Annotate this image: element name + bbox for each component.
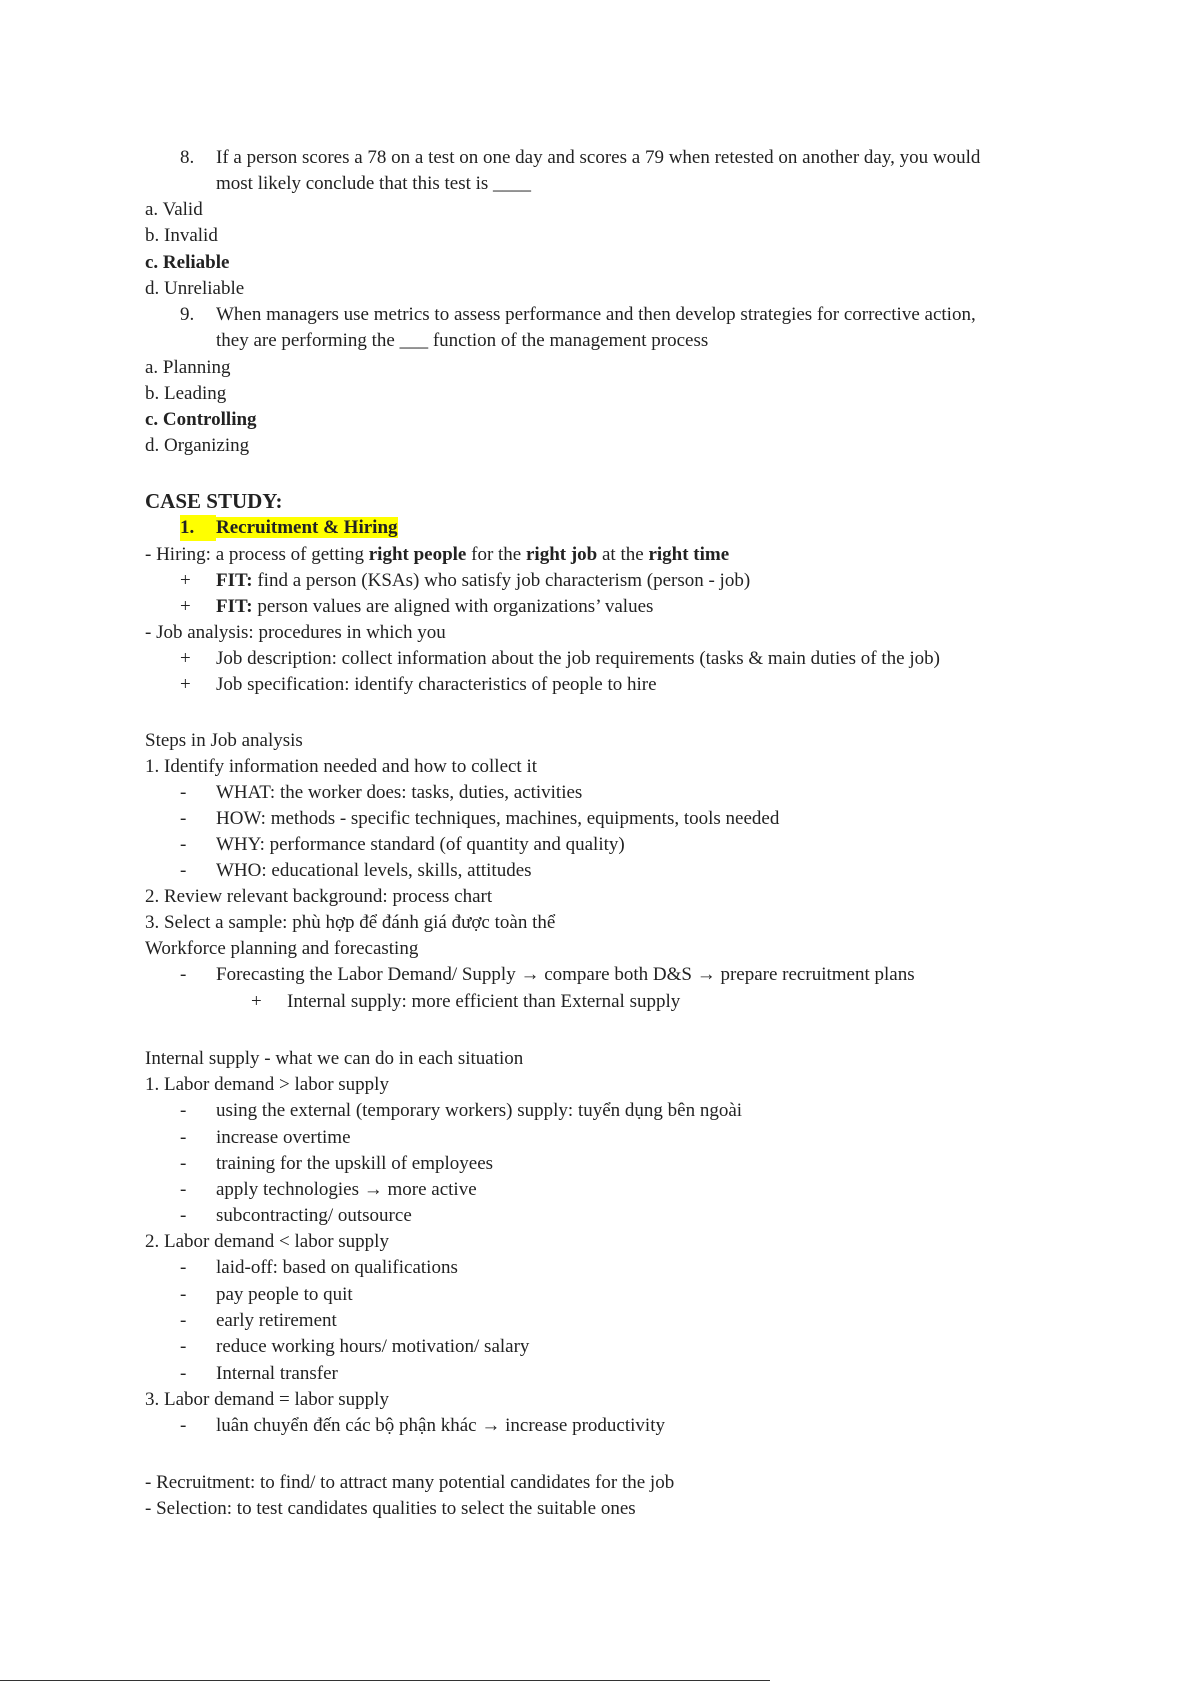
s2-item-5: Internal transfer [216, 1363, 338, 1384]
steps-title: Steps in Job analysis [145, 730, 303, 751]
workforce-item: Forecasting the Labor Demand/ Supply → compare both D&S → prepare recruitment plans [216, 964, 915, 985]
question-9-option-c-answer: c. Controlling [145, 409, 257, 430]
step-1-dash-2: - [180, 808, 187, 829]
question-8-option-b: b. Invalid [145, 225, 218, 246]
job-specification-item: Job specification: identify characteristics of people to hire [216, 674, 657, 695]
step-1-dash-1: - [180, 782, 187, 803]
situation-1: 1. Labor demand > labor supply [145, 1074, 389, 1095]
situation-2: 2. Labor demand < labor supply [145, 1231, 389, 1252]
job-description-item: Job description: collect information about the job requirements (tasks & main duties of the job) [216, 648, 940, 669]
question-9-option-a: a. Planning [145, 357, 231, 378]
workforce-title: Workforce planning and forecasting [145, 938, 419, 959]
fit-2-label: FIT: [216, 596, 253, 617]
fit-2-item [216, 594, 653, 620]
hiring-text-1: - Hiring: a process of getting [145, 544, 369, 565]
situation-3: 3. Labor demand = labor supply [145, 1389, 389, 1410]
section-1-title-text: Recruitment & Hiring [216, 517, 398, 538]
s1-dash-1: - [180, 1100, 187, 1121]
question-9-text-line1: When managers use metrics to assess performance and then develop strategies for corrective action, [216, 304, 976, 325]
s3-dash-1: - [180, 1415, 187, 1436]
selection-definition: - Selection: to test candidates qualities to select the suitable ones [145, 1498, 636, 1519]
hiring-bold-right-job: right job [526, 544, 598, 565]
s1-item-4: apply technologies → more active [216, 1179, 477, 1200]
s3-item-1: luân chuyển đến các bộ phận khác → increase productivity [216, 1415, 665, 1436]
question-9-text-line2: they are performing the ___ function of the management process [216, 330, 709, 351]
step-1-dash-3: - [180, 834, 187, 855]
s1-dash-2: - [180, 1127, 187, 1148]
job-analysis-definition: - Job analysis: procedures in which you [145, 622, 446, 643]
s1-dash-4: - [180, 1179, 187, 1200]
step-1-item-how: HOW: methods - specific techniques, machines, equipments, tools needed [216, 808, 780, 829]
hiring-bold-right-time: right time [648, 544, 730, 565]
s1-dash-3: - [180, 1153, 187, 1174]
question-8-text-line2: most likely conclude that this test is ____ [216, 173, 532, 194]
hiring-definition [145, 542, 729, 568]
fit-1-label: FIT: [216, 570, 253, 591]
s1-item-1: using the external (temporary workers) supply: tuyển dụng bên ngoài [216, 1100, 743, 1121]
step-1-item-what: WHAT: the worker does: tasks, duties, activities [216, 782, 583, 803]
question-9-number: 9. [180, 304, 195, 325]
s2-dash-3: - [180, 1310, 187, 1331]
fit-1-bullet: + [180, 570, 191, 591]
s1-item-2: increase overtime [216, 1127, 351, 1148]
step-1-item-why: WHY: performance standard (of quantity and quality) [216, 834, 625, 855]
page-bottom-rule [0, 1680, 770, 1681]
hiring-text-3: at the [597, 544, 649, 565]
question-9-option-d: d. Organizing [145, 435, 250, 456]
question-8-option-d: d. Unreliable [145, 278, 245, 299]
s2-dash-4: - [180, 1336, 187, 1357]
workforce-dash: - [180, 964, 187, 985]
s2-item-1: laid-off: based on qualifications [216, 1257, 458, 1278]
fit-1-item [216, 568, 750, 594]
recruitment-definition: - Recruitment: to find/ to attract many potential candidates for the job [145, 1472, 675, 1493]
workforce-sub-item: Internal supply: more efficient than External supply [287, 991, 681, 1012]
fit-2-bullet: + [180, 596, 191, 617]
step-1: 1. Identify information needed and how to collect it [145, 756, 538, 777]
s2-item-3: early retirement [216, 1310, 337, 1331]
s1-dash-5: - [180, 1205, 187, 1226]
s2-dash-2: - [180, 1284, 187, 1305]
step-1-item-who: WHO: educational levels, skills, attitudes [216, 860, 532, 881]
hiring-text-2: for the [466, 544, 526, 565]
s1-item-3: training for the upskill of employees [216, 1153, 494, 1174]
question-8-option-a: a. Valid [145, 199, 203, 220]
step-1-dash-4: - [180, 860, 187, 881]
hiring-bold-right-people: right people [368, 544, 467, 565]
s2-item-2: pay people to quit [216, 1284, 353, 1305]
s1-item-5: subcontracting/ outsource [216, 1205, 412, 1226]
internal-supply-title: Internal supply - what we can do in each situation [145, 1048, 524, 1069]
case-study-heading: CASE STUDY: [145, 489, 283, 513]
fit-1-text: find a person (KSAs) who satisfy job characterism (person - job) [252, 570, 751, 591]
question-9-option-b: b. Leading [145, 383, 227, 404]
question-8-option-c-answer: c. Reliable [145, 252, 230, 273]
workforce-sub-bullet: + [251, 991, 262, 1012]
job-specification-bullet: + [180, 674, 191, 695]
s2-dash-1: - [180, 1257, 187, 1278]
question-8-number: 8. [180, 147, 195, 168]
job-description-bullet: + [180, 648, 191, 669]
question-8-text-line1: If a person scores a 78 on a test on one day and scores a 79 when retested on another day, you would [216, 147, 981, 168]
fit-2-text: person values are aligned with organizations’ values [252, 596, 654, 617]
section-1-number: 1. [180, 515, 216, 541]
s2-item-4: reduce working hours/ motivation/ salary [216, 1336, 530, 1357]
step-3: 3. Select a sample: phù hợp để đánh giá được toàn thể [145, 912, 556, 933]
s2-dash-5: - [180, 1363, 187, 1384]
step-2: 2. Review relevant background: process chart [145, 886, 493, 907]
section-1-title [216, 515, 398, 541]
